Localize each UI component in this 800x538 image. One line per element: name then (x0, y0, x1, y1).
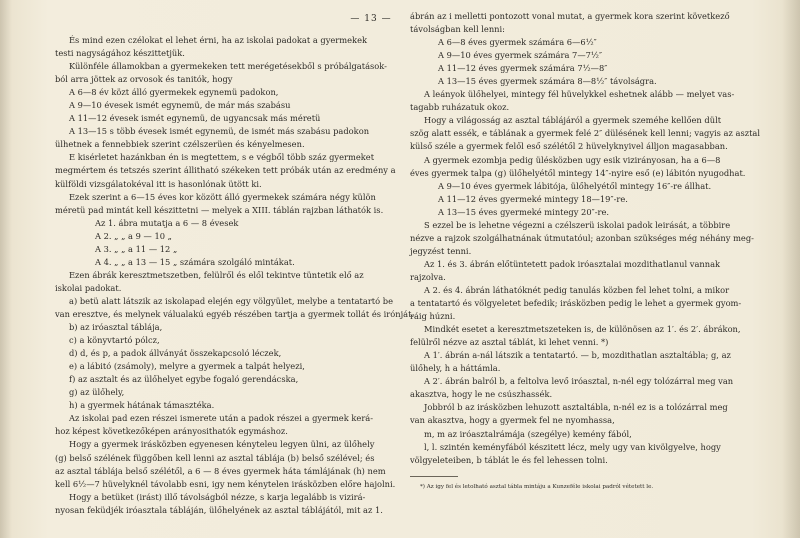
text-line: A 4. „ „ a 13 — 15 „ számára szolgáló mintákat. (95, 256, 295, 267)
text-line: Az iskolai pad ezen részei ismerete után a padok részei a gyermek kerá- (69, 413, 374, 424)
text-line: ábrán az i melletti pontozott vonal mutat, a gyermek kora szerint következő (410, 11, 730, 21)
text-line: Ezen ábrák keresztmetszetben, felülről és elől tekintve tüntetik elő az (69, 269, 364, 280)
text-line: A 3. „ „ a 11 — 12 „ (95, 243, 178, 254)
page-edge-shadow (782, 0, 800, 538)
text-line: az asztal táblája belső szélétől, a 6 — 8 éves gyermek háta támlájának (h) nem (55, 465, 386, 476)
text-line: A 13—15 éves gyermek számára 8—8½″ távolságra. (438, 76, 657, 87)
footnote-rule (410, 476, 458, 477)
text-line: szög alatt essék, e táblának a gyermek felé 2″ dülésének kell lenni; vagyis az asztal (410, 128, 761, 139)
text-line: méretü pad mintát kell készittetni — melyek a XIII. táblán rajzban láthatók is. (55, 204, 384, 215)
text-line: távolságban kell lenni: (410, 24, 505, 35)
text-line: tagabb ruházatuk okoz. (410, 102, 510, 113)
text-line: testi nagyságához készittetjük. (55, 48, 185, 59)
text-line: Az 1. és 3. ábrán előtüntetett padok iróasztalai mozdithatlanul vannak (424, 258, 721, 269)
text-line: iskolai padokat. (55, 282, 122, 293)
text-line: Jobbról b az irásközben lehuzott asztaltábla, n-nél ez is a tolózárral meg (424, 402, 728, 413)
text-line: éves gyermek talpa (g) ülőhelyétől mintegy 14″-nyire eső (e) lábitón nyugodhat. (410, 167, 746, 178)
text-line: a) betü alatt látszik az iskolapad elején egy völgyület, melybe a tentatartó be (69, 295, 393, 306)
text-line: A 9—10 évesek ismét egynemü, de már más szabásu (69, 100, 291, 111)
text-line: (g) belső szélének függőben kell lenni az asztal táblája (b) belső szélével; és (55, 452, 375, 463)
text-line: van eresztve, és melynek válualakú egyéb részében tartja a gyermek tollát és irónját. (55, 308, 415, 319)
text-line: völgyeleteiben, b táblát le és fel lehessen tolni. (410, 454, 608, 465)
text-line: A 9—10 éves gyermek számára 7—7½″ (438, 50, 603, 61)
text-line: A 11—12 évesek ismét egynemü, de ugyancsak más méretü (69, 113, 321, 124)
text-line: nyosan feküdjék iróasztala tábláján, ülőhelyének az asztal táblájától, mit az 1. (55, 504, 383, 515)
text-line: Hogy a betüket (irást) illő távolságból nézze, s karja legalább is vizirá- (69, 491, 366, 502)
page-number: — 13 — (350, 14, 392, 24)
text-line: Hogy a világosság az asztal táblájáról a gyermek szeméhe kellően dült (424, 115, 722, 126)
text-line: A 11—12 éves gyermeké mintegy 18—19″-re. (438, 193, 628, 204)
text-line: ráig húzni. (410, 311, 456, 322)
text-line: ülhetnek a fennebbiek szerint czélszerüen és kényelmesen. (55, 139, 305, 150)
text-line: nézve a rajzok szolgálhatnának útmutatóul; azonban szükséges még néhány meg- (410, 232, 754, 243)
text-line: És mind ezen czélokat el lehet érni, ha az iskolai padokat a gyermekek (69, 35, 368, 45)
footnote: *) Az igy fel és letolható asztal tábla mintáju a Kunzeféle iskolai padról vétetett le. (420, 484, 654, 490)
text-line: A 9—10 éves gyermek lábitója, ülőhelyétől mintegy 16″-re állhat. (438, 180, 712, 191)
text-line: hoz képest következőképen arányosithatók egymáshoz. (55, 426, 288, 437)
text-line: felülről nézve az asztal táblát, ki lehet venni. *) (410, 337, 609, 348)
text-line: A 11—12 éves gyermek számára 7½—8″ (438, 63, 608, 74)
text-line: akasztva, hogy le ne csúszhassék. (410, 389, 553, 400)
text-line: c) a könyvtartó pólcz, (69, 335, 160, 346)
text-line: A 2. és 4. ábrán láthatóknét pedig tanulás közben fel lehet tolni, a mikor (424, 284, 730, 295)
text-line: A 2′. ábrán balról b, a feltolva levő iróasztal, n-nél egy tolózárral meg van (424, 376, 734, 387)
text-line: ból arra jöttek az orvosok és tanitók, hogy (55, 74, 233, 85)
text-line: jegyzést tenni. (410, 245, 472, 256)
text-line: S ezzel be is lehetne végezni a czélszerü iskolai padok leirását, a többire (424, 219, 731, 230)
text-line: Mindkét esetet a keresztmetszeteken is, de különösen az 1′. és 2′. ábrákon, (424, 324, 741, 335)
text-line: megmértem és tetszés szerint állitható székeken tett próbák után az eredmény a (55, 165, 396, 176)
text-line: A 13—15 s több évesek ismét egynemü, de ismét más szabásu padokon (69, 126, 370, 137)
text-line: A 6—8 éves gyermek számára 6—6½″ (438, 37, 597, 48)
text-line: l, l. szintén keményfából készitett lécz, mely ugy van kivölgyelve, hogy (424, 441, 721, 452)
text-line: ülőhely, h a háttámla. (410, 363, 501, 374)
text-line: Ezek szerint a 6—15 éves kor között álló gyermekek számára négy külön (69, 191, 376, 202)
text-line: h) a gyermek hátának támasztéka. (69, 400, 215, 411)
text-line: Az 1. ábra mutatja a 6 — 8 évesek (95, 217, 239, 228)
text-line: külső széle a gyermek felől eső szélétől 2 hüvelyknyivel álljon magasabban. (410, 141, 728, 152)
spine-shadow (0, 0, 12, 538)
text-line: b) az iróasztal táblája, (69, 322, 163, 333)
text-line: E kisérletet hazánkban én is megtettem, s e végből több száz gyermeket (69, 152, 375, 163)
text-line: A leányok ülőhelyei, mintegy fél hüvelykkel eshetnek alább — melyet vas- (424, 89, 735, 100)
text-line: kell 6½—7 hüvelyknél távolabb esni, igy nem kénytelen irásközben előre hajolni. (55, 478, 396, 489)
text-line: A 1′. ábrán a-nál látszik a tentatartó. — b, mozdithatlan asztaltábla; g, az (424, 350, 731, 361)
text-line: e) a lábitó (zsámoly), melyre a gyermek a talpát helyezi, (69, 361, 305, 372)
text-line: van akasztva, hogy a gyermek fel ne nyomhassa, (410, 415, 615, 426)
text-line: a tentatartó és völgyeletet befedik; irásközben pedig le lehet a gyermek gyom- (410, 298, 742, 309)
text-line: külföldi vizsgálatokéval itt is hasonlónak ütött ki. (55, 178, 262, 189)
text-line: A 13—15 éves gyermeké mintegy 20″-re. (438, 206, 610, 217)
text-line: A gyermek ezombja pedig ülésközben ugy esik vizirányosan, ha a 6—8 (424, 154, 721, 165)
text-line: f) az asztalt és az ülőhelyet egybe fogaló gerendácska, (69, 374, 299, 385)
right-column (410, 10, 761, 467)
text-line: d) d, és p, a padok állványát összekapcsoló léczek, (69, 348, 282, 359)
text-line: m, m az iróasztalrámája (szegélye) kemény fából, (424, 428, 632, 439)
text-line: g) az ülőhely, (69, 387, 125, 398)
left-column (55, 34, 415, 517)
text-line: rajzolva. (410, 271, 446, 282)
text-line: A 2. „ „ a 9 — 10 „ (95, 230, 172, 241)
text-line: Hogy a gyermek irásközben egyenesen kényteleu legyen ülni, az ülőhely (69, 439, 375, 450)
text-line: Különféle államokban a gyermekeken tett merégetésekből s próbálgatások- (69, 61, 387, 72)
text-line: A 6—8 év közt álló gyermekek egynemü padokon, (69, 87, 279, 98)
